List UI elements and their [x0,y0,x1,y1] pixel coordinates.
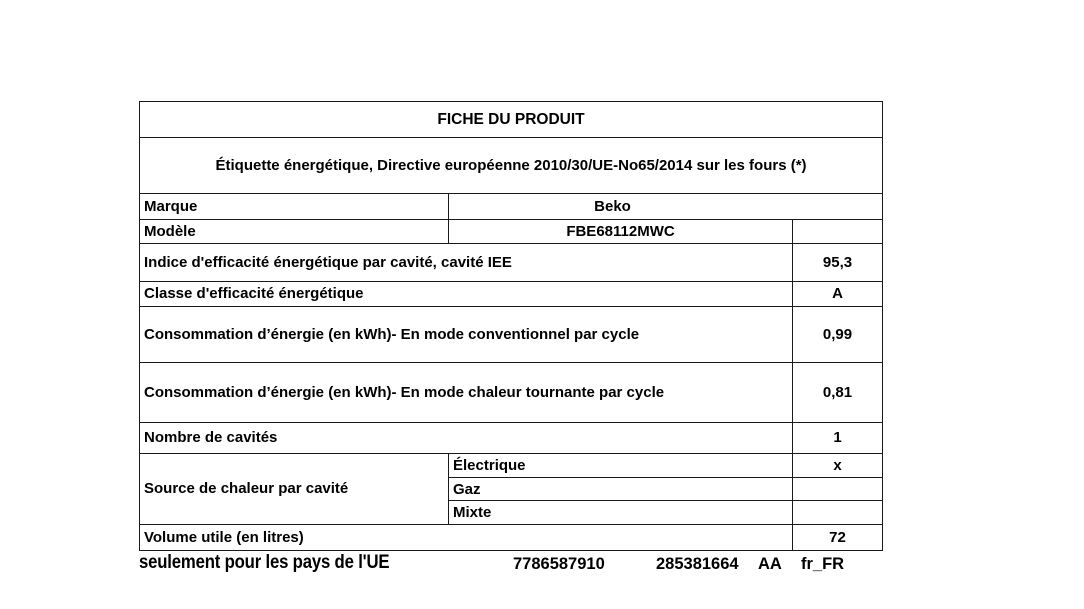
row-value: 95,3 [793,244,883,281]
footer-code-3: AA [758,555,782,573]
row-value: 0,81 [793,363,883,423]
volume-label: Volume utile (en litres) [140,524,793,550]
brand-value: Beko [449,193,883,219]
heat-source-option-value [793,501,883,524]
heat-source-option-value: x [793,454,883,478]
row-label: Consommation d’énergie (en kWh)- En mode conventionnel par cycle [140,306,793,363]
footer-locale: fr_FR [801,555,845,573]
heat-source-option-value [793,478,883,501]
row-value: A [793,281,883,306]
product-sheet-table [139,101,883,551]
footer [139,552,882,574]
sheet-subtitle: Étiquette énergétique, Directive européenne 2010/30/UE-No65/2014 sur les fours (*) [140,138,883,193]
footer-code-1: 7786587910 [513,555,605,573]
heat-source-option-label: Électrique [449,454,793,478]
volume-value: 72 [793,524,883,550]
heat-source-label: Source de chaleur par cavité [140,454,449,525]
footer-code-2: 285381664 [656,555,739,573]
row-label: Classe d'efficacité énergétique [140,281,793,306]
sheet-title: FICHE DU PRODUIT [140,102,883,138]
heat-source-option-label: Mixte [449,501,793,524]
footer-note: seulement pour les pays de l'UE [139,552,390,573]
model-label: Modèle [140,220,449,244]
model-extra-cell [793,220,883,244]
row-label: Consommation d’énergie (en kWh)- En mode chaleur tournante par cycle [140,363,793,423]
row-value: 1 [793,422,883,453]
row-value: 0,99 [793,306,883,363]
row-label: Indice d'efficacité énergétique par cavité, cavité IEE [140,244,793,281]
model-value: FBE68112MWC [449,220,793,244]
heat-source-option-label: Gaz [449,478,793,501]
brand-label: Marque [140,193,449,219]
row-label: Nombre de cavités [140,422,793,453]
